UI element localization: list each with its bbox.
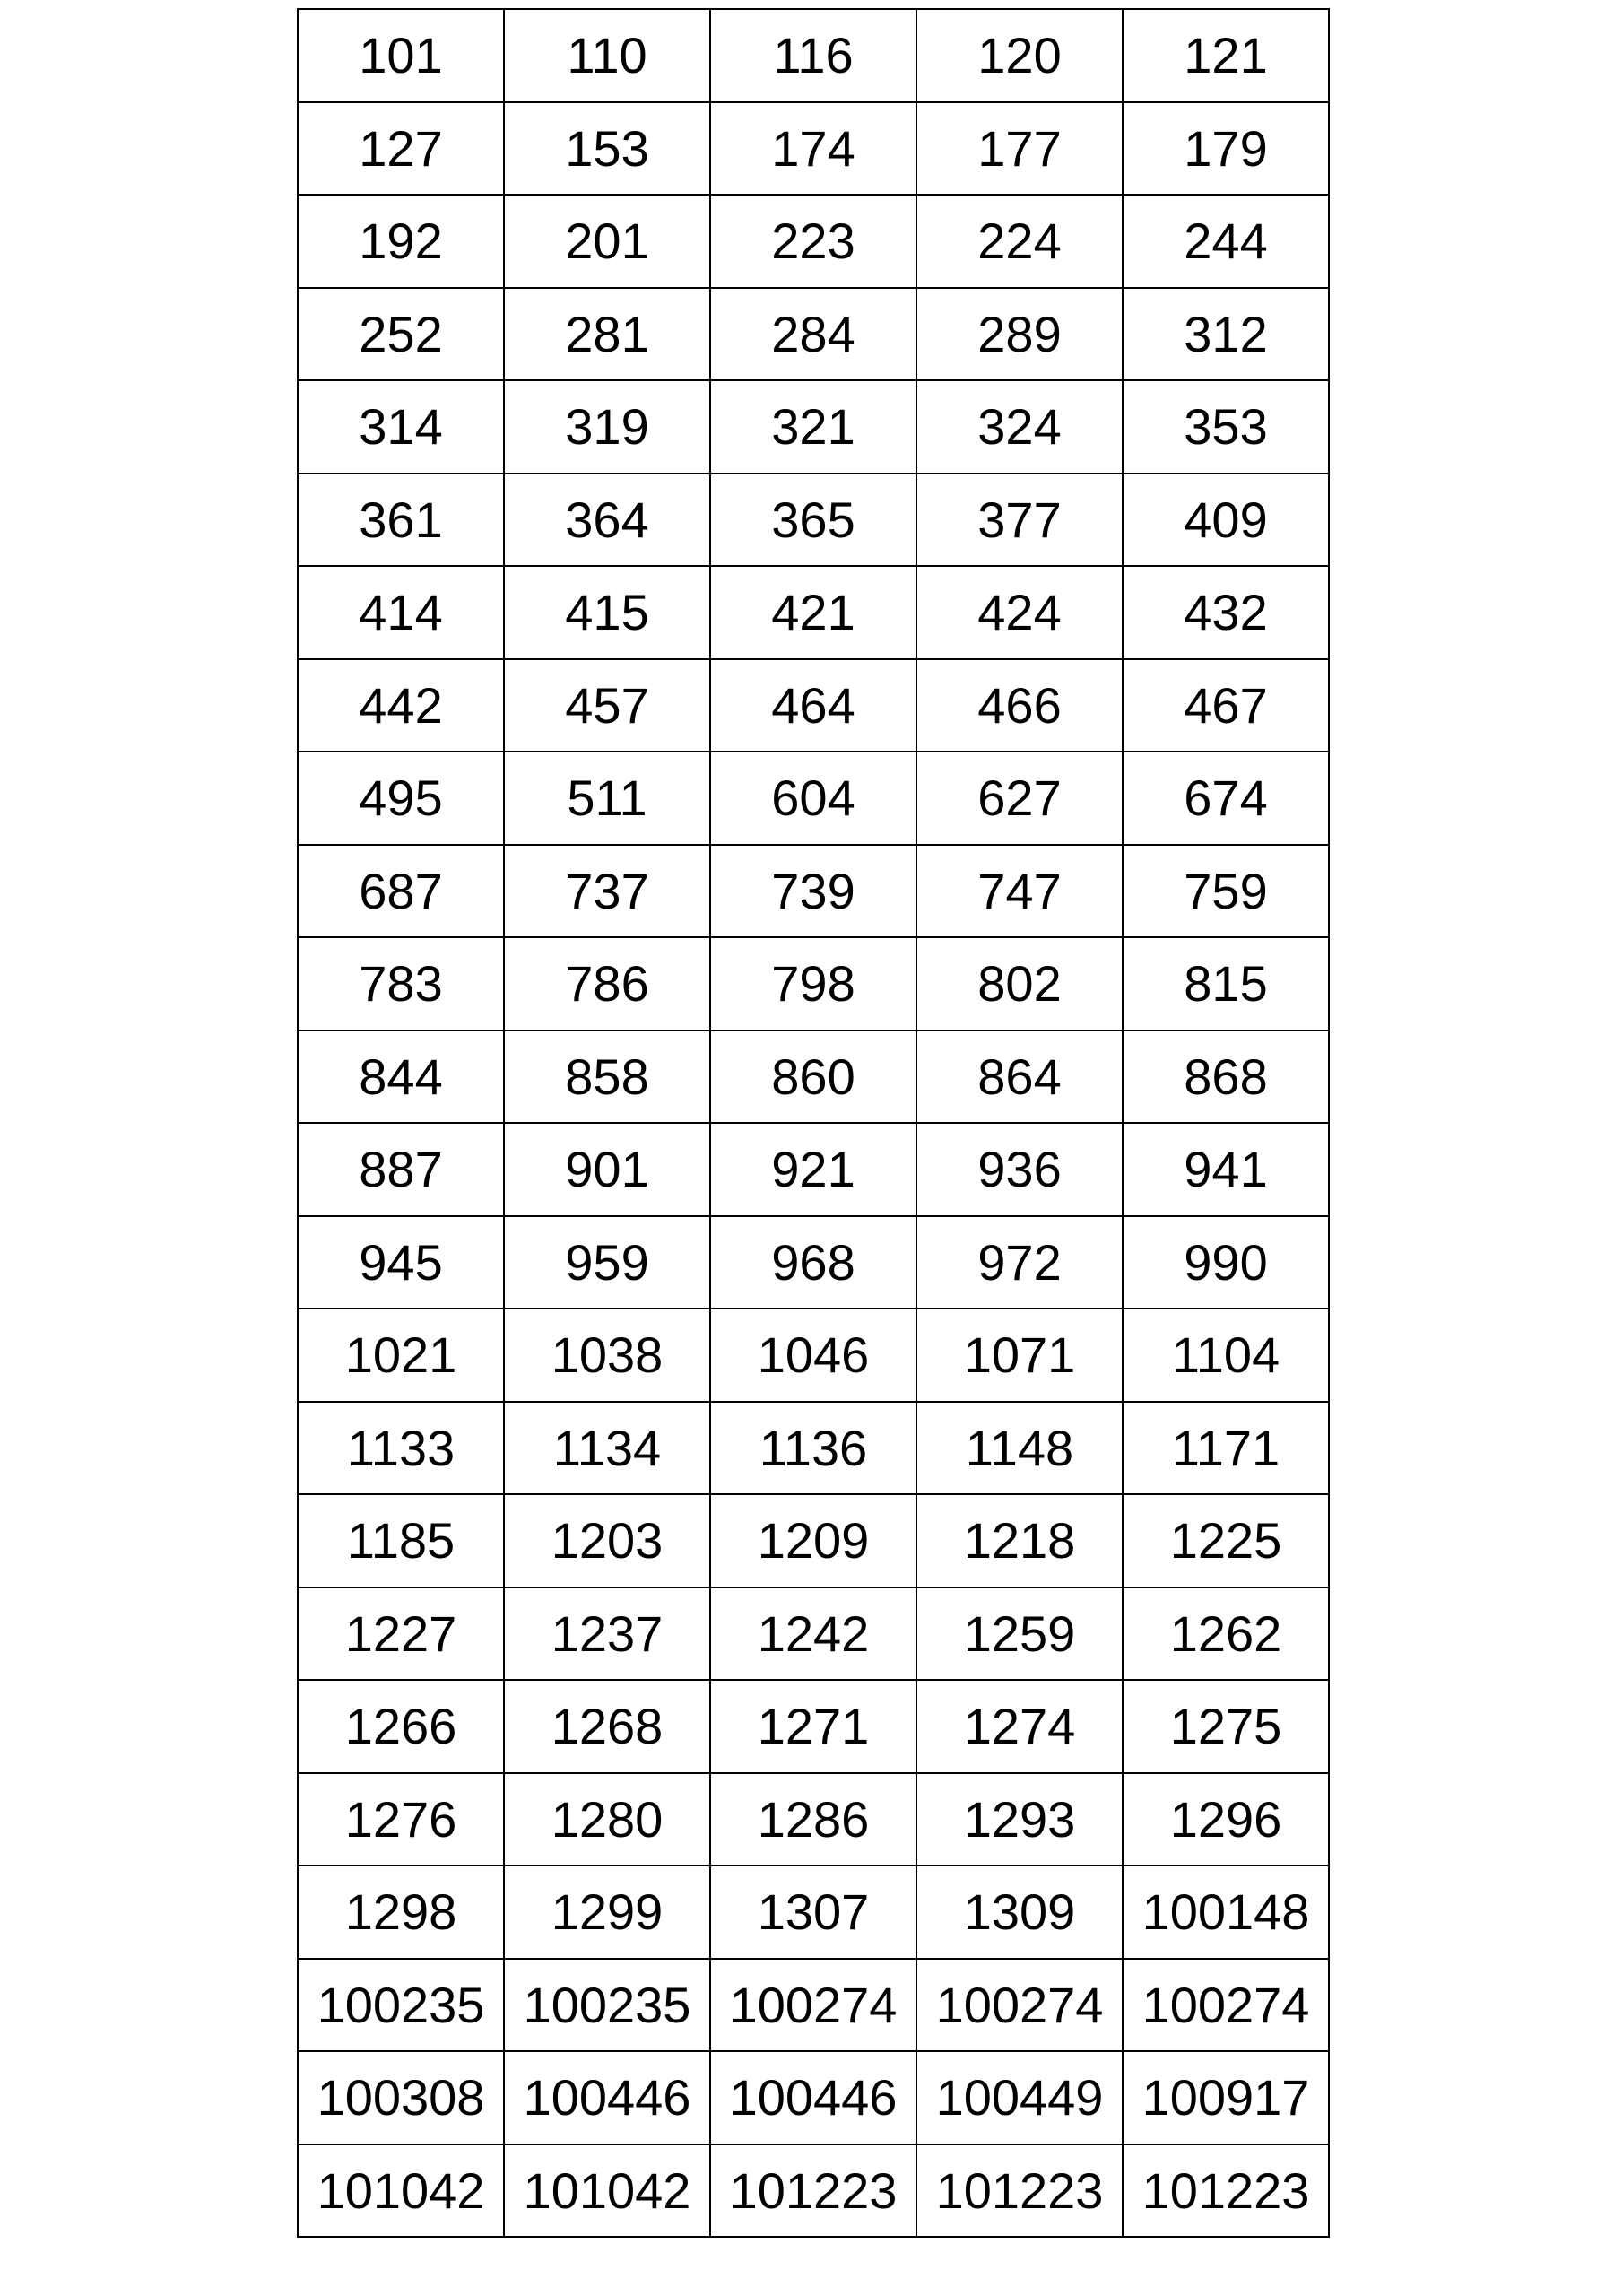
table-row xyxy=(298,1216,1329,1309)
table-cell: 100274 xyxy=(1123,1959,1329,2052)
table-cell: 627 xyxy=(916,752,1123,845)
table-row xyxy=(298,1959,1329,2052)
table-cell: 798 xyxy=(710,937,916,1031)
table-row xyxy=(298,659,1329,752)
table-cell: 1046 xyxy=(710,1309,916,1402)
table-cell: 1209 xyxy=(710,1494,916,1587)
table-cell: 739 xyxy=(710,845,916,938)
table-cell: 1171 xyxy=(1123,1402,1329,1495)
table-row xyxy=(298,1587,1329,1681)
table-cell: 1134 xyxy=(504,1402,710,1495)
table-cell: 1237 xyxy=(504,1587,710,1681)
table-cell: 1309 xyxy=(916,1866,1123,1959)
table-cell: 284 xyxy=(710,288,916,381)
table-cell: 116 xyxy=(710,9,916,102)
table-cell: 365 xyxy=(710,474,916,567)
table-row xyxy=(298,102,1329,196)
table-cell: 415 xyxy=(504,566,710,659)
table-cell: 858 xyxy=(504,1031,710,1124)
table-cell: 223 xyxy=(710,195,916,288)
table-cell: 177 xyxy=(916,102,1123,196)
table-cell: 353 xyxy=(1123,380,1329,474)
table-cell: 674 xyxy=(1123,752,1329,845)
table-cell: 1071 xyxy=(916,1309,1123,1402)
table-cell: 101042 xyxy=(298,2144,504,2238)
table-cell: 361 xyxy=(298,474,504,567)
table-cell: 244 xyxy=(1123,195,1329,288)
table-row xyxy=(298,1494,1329,1587)
table-cell: 1021 xyxy=(298,1309,504,1402)
table-cell: 100449 xyxy=(916,2051,1123,2144)
table-cell: 1276 xyxy=(298,1773,504,1866)
table-cell: 1286 xyxy=(710,1773,916,1866)
table-cell: 324 xyxy=(916,380,1123,474)
table-cell: 100446 xyxy=(504,2051,710,2144)
table-cell: 314 xyxy=(298,380,504,474)
table-cell: 100235 xyxy=(504,1959,710,2052)
table-cell: 1133 xyxy=(298,1402,504,1495)
table-cell: 442 xyxy=(298,659,504,752)
number-table xyxy=(297,8,1330,2238)
table-cell: 1280 xyxy=(504,1773,710,1866)
table-cell: 1271 xyxy=(710,1680,916,1773)
table-cell: 1203 xyxy=(504,1494,710,1587)
table-cell: 110 xyxy=(504,9,710,102)
table-cell: 972 xyxy=(916,1216,1123,1309)
table-cell: 319 xyxy=(504,380,710,474)
table-cell: 457 xyxy=(504,659,710,752)
table-cell: 201 xyxy=(504,195,710,288)
table-cell: 224 xyxy=(916,195,1123,288)
table-cell: 860 xyxy=(710,1031,916,1124)
table-cell: 1307 xyxy=(710,1866,916,1959)
table-cell: 192 xyxy=(298,195,504,288)
table-cell: 1259 xyxy=(916,1587,1123,1681)
table-cell: 179 xyxy=(1123,102,1329,196)
table-cell: 312 xyxy=(1123,288,1329,381)
table-cell: 321 xyxy=(710,380,916,474)
table-cell: 1275 xyxy=(1123,1680,1329,1773)
table-cell: 1299 xyxy=(504,1866,710,1959)
table-row xyxy=(298,937,1329,1031)
table-cell: 1298 xyxy=(298,1866,504,1959)
table-cell: 174 xyxy=(710,102,916,196)
table-cell: 604 xyxy=(710,752,916,845)
table-cell: 100274 xyxy=(710,1959,916,2052)
table-cell: 737 xyxy=(504,845,710,938)
table-cell: 945 xyxy=(298,1216,504,1309)
table-cell: 377 xyxy=(916,474,1123,567)
table-cell: 100917 xyxy=(1123,2051,1329,2144)
table-cell: 941 xyxy=(1123,1123,1329,1216)
table-row xyxy=(298,2051,1329,2144)
table-cell: 101223 xyxy=(710,2144,916,2238)
table-cell: 100446 xyxy=(710,2051,916,2144)
table-cell: 432 xyxy=(1123,566,1329,659)
table-cell: 1293 xyxy=(916,1773,1123,1866)
table-cell: 1268 xyxy=(504,1680,710,1773)
table-row xyxy=(298,1866,1329,1959)
table-cell: 511 xyxy=(504,752,710,845)
table-row xyxy=(298,2144,1329,2238)
table-cell: 687 xyxy=(298,845,504,938)
table-cell: 495 xyxy=(298,752,504,845)
table-cell: 364 xyxy=(504,474,710,567)
table-cell: 1136 xyxy=(710,1402,916,1495)
table-cell: 887 xyxy=(298,1123,504,1216)
table-cell: 421 xyxy=(710,566,916,659)
table-cell: 466 xyxy=(916,659,1123,752)
table-cell: 414 xyxy=(298,566,504,659)
table-cell: 281 xyxy=(504,288,710,381)
table-row xyxy=(298,195,1329,288)
table-row xyxy=(298,1309,1329,1402)
table-body xyxy=(298,9,1329,2237)
table-row xyxy=(298,380,1329,474)
table-cell: 1227 xyxy=(298,1587,504,1681)
table-cell: 289 xyxy=(916,288,1123,381)
table-cell: 747 xyxy=(916,845,1123,938)
table-cell: 868 xyxy=(1123,1031,1329,1124)
table-cell: 101 xyxy=(298,9,504,102)
table-cell: 100308 xyxy=(298,2051,504,2144)
table-row xyxy=(298,1123,1329,1216)
table-cell: 921 xyxy=(710,1123,916,1216)
table-cell: 1185 xyxy=(298,1494,504,1587)
table-cell: 1218 xyxy=(916,1494,1123,1587)
table-cell: 802 xyxy=(916,937,1123,1031)
table-row xyxy=(298,1031,1329,1124)
table-cell: 467 xyxy=(1123,659,1329,752)
table-cell: 252 xyxy=(298,288,504,381)
table-cell: 1038 xyxy=(504,1309,710,1402)
table-cell: 1104 xyxy=(1123,1309,1329,1402)
table-cell: 901 xyxy=(504,1123,710,1216)
table-row xyxy=(298,845,1329,938)
table-cell: 783 xyxy=(298,937,504,1031)
table-cell: 1225 xyxy=(1123,1494,1329,1587)
table-cell: 959 xyxy=(504,1216,710,1309)
table-cell: 153 xyxy=(504,102,710,196)
table-cell: 127 xyxy=(298,102,504,196)
table-row xyxy=(298,474,1329,567)
table-row xyxy=(298,752,1329,845)
table-cell: 409 xyxy=(1123,474,1329,567)
table-cell: 844 xyxy=(298,1031,504,1124)
table-cell: 759 xyxy=(1123,845,1329,938)
table-cell: 936 xyxy=(916,1123,1123,1216)
table-row xyxy=(298,566,1329,659)
table-cell: 424 xyxy=(916,566,1123,659)
table-cell: 100235 xyxy=(298,1959,504,2052)
table-cell: 1296 xyxy=(1123,1773,1329,1866)
table-cell: 100274 xyxy=(916,1959,1123,2052)
table-cell: 864 xyxy=(916,1031,1123,1124)
table-row xyxy=(298,288,1329,381)
table-cell: 1274 xyxy=(916,1680,1123,1773)
table-cell: 120 xyxy=(916,9,1123,102)
table-cell: 968 xyxy=(710,1216,916,1309)
table-row xyxy=(298,1680,1329,1773)
table-row xyxy=(298,1402,1329,1495)
table-cell: 1262 xyxy=(1123,1587,1329,1681)
table-cell: 1148 xyxy=(916,1402,1123,1495)
table-cell: 786 xyxy=(504,937,710,1031)
table-row xyxy=(298,9,1329,102)
table-cell: 100148 xyxy=(1123,1866,1329,1959)
table-cell: 1242 xyxy=(710,1587,916,1681)
table-cell: 101042 xyxy=(504,2144,710,2238)
table-row xyxy=(298,1773,1329,1866)
table-cell: 815 xyxy=(1123,937,1329,1031)
table-cell: 990 xyxy=(1123,1216,1329,1309)
table-cell: 101223 xyxy=(1123,2144,1329,2238)
table-cell: 1266 xyxy=(298,1680,504,1773)
table-cell: 101223 xyxy=(916,2144,1123,2238)
table-cell: 121 xyxy=(1123,9,1329,102)
table-cell: 464 xyxy=(710,659,916,752)
